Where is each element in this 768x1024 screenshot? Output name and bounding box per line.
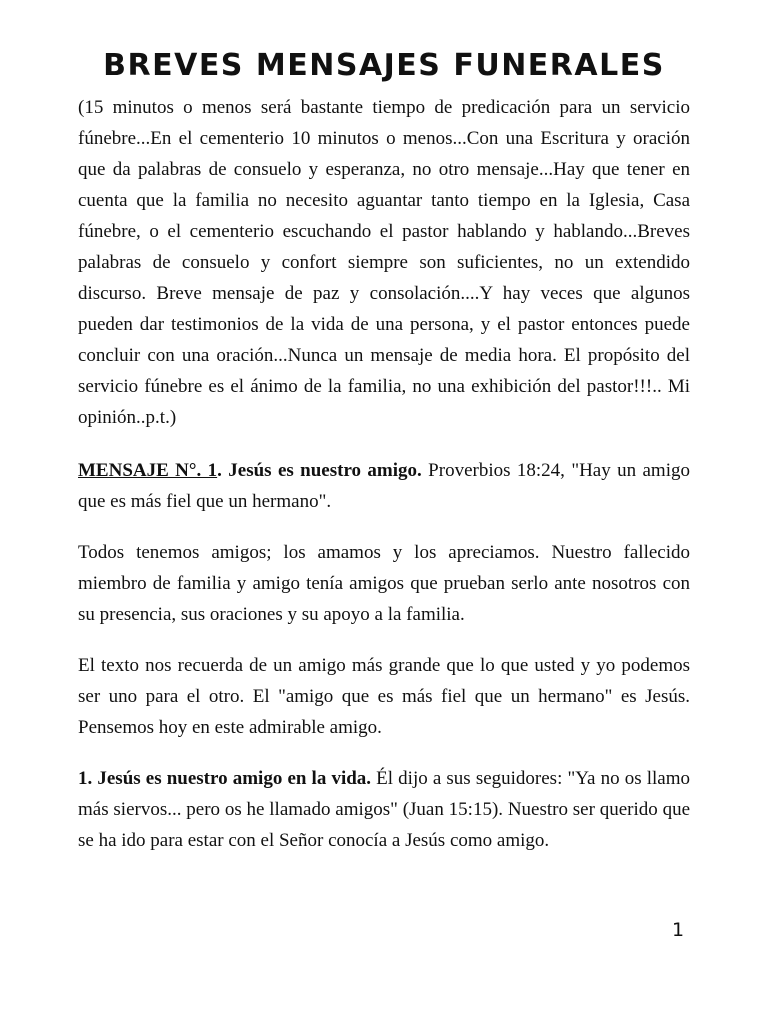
mensaje-1-heading: Jesús es nuestro amigo. — [221, 460, 422, 481]
point-1-text: Él dijo a sus seguidores: "Ya no os llamo más siervos... pero os he llamado amigos" (Juan 15:15). Nuestro ser querido que se ha ido para estar con el Señor conocía a Jesús como amigo. — [78, 768, 691, 851]
paragraph-texto: El texto nos recuerda de un amigo más grande que lo que usted y yo podemos ser uno para el otro. El "amigo que es más fiel que un hermano" es Jesús. Pensemos hoy en este admirable amigo. — [78, 655, 690, 738]
page-number: 1 — [672, 919, 685, 941]
document-page — [78, 46, 690, 876]
mensaje-1-text: Proverbios 18:24, "Hay un amigo que es más fiel que un hermano". — [78, 460, 690, 512]
intro-paragraph: (15 minutos o menos será bastante tiempo de predicación para un servicio fúnebre...En el cementerio 10 minutos o menos...Con una Escritura y oración que da palabras de consuelo y esperanza, no otro mensaje...Hay que tener en cuenta que la familia no necesito aguantar tanto tiempo en la Iglesia, Casa fúnebre, o el cementerio escuchando el pastor hablando y hablando...Breves palabras de consuelo y confort siempre son suficientes, no un extendido discurso. Breve mensaje de paz y consolación....Y hay veces que algunos pueden dar testimonios de la vida de una persona, y el pastor entonces puede concluir con una oración...Nunca un mensaje de media hora. El propósito del servicio fúnebre es el ánimo de la familia, no una exhibición del pastor!!!.. Mi opinión..p.t.) — [78, 97, 690, 428]
point-1-paragraph — [78, 763, 690, 856]
mensaje-1-paragraph — [78, 455, 690, 517]
mensaje-1-dot: . — [217, 460, 222, 481]
paragraph-amigos: Todos tenemos amigos; los amamos y los apreciamos. Nuestro fallecido miembro de familia y amigo tenía amigos que prueban serlo ante nosotros con su presencia, sus oraciones y su apoyo a la familia. — [78, 542, 690, 625]
point-1-heading: 1. Jesús es nuestro amigo en la vida. — [78, 768, 372, 789]
mensaje-1-label: MENSAJE N°. 1 — [78, 460, 218, 481]
document-title: BREVES MENSAJES FUNERALES — [103, 48, 665, 83]
